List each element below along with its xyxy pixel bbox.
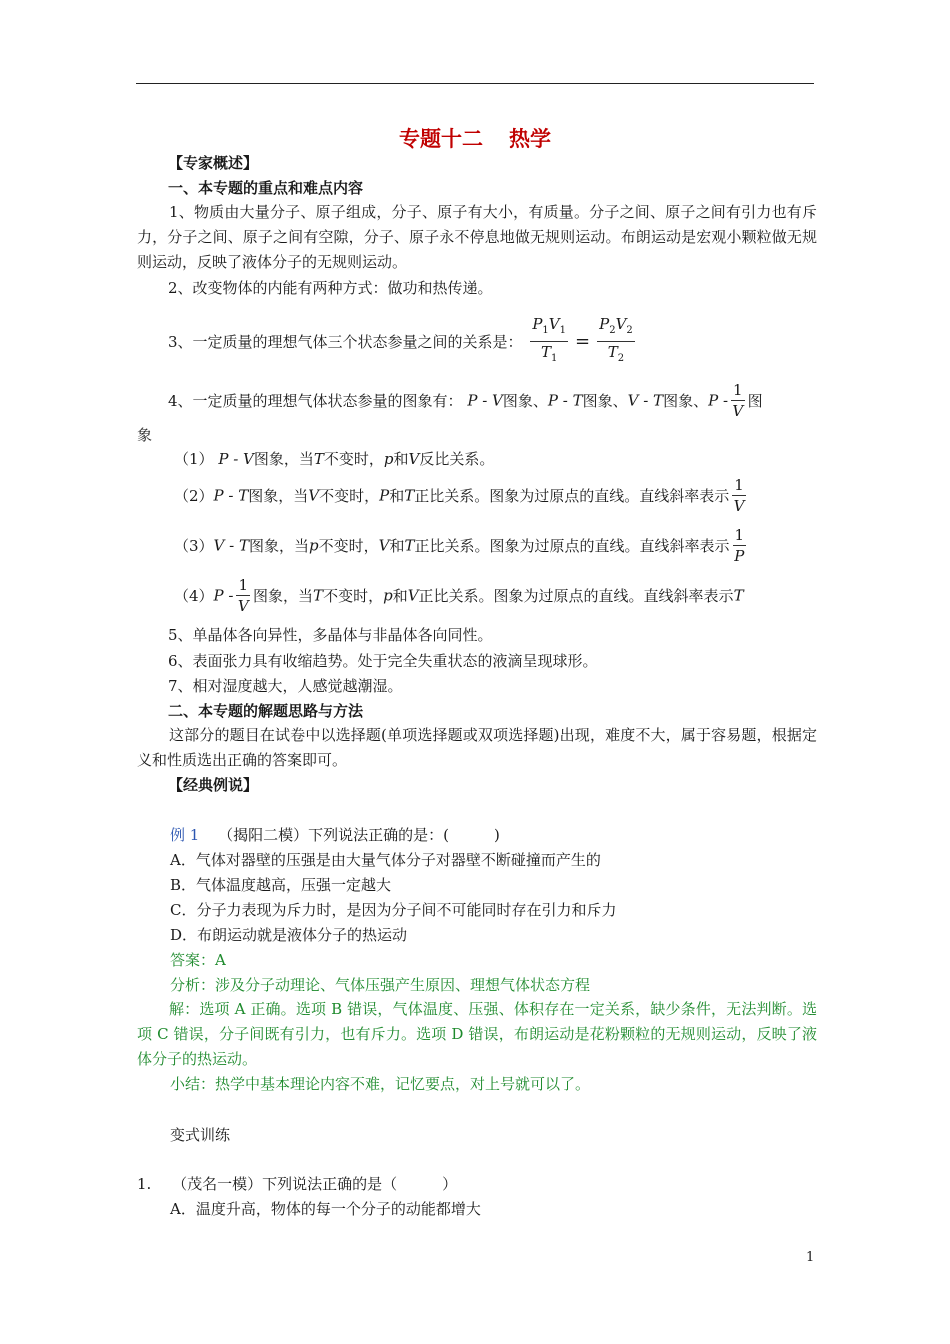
eq-sub: 2 [609,325,616,336]
p4-sep: 、 [532,392,548,410]
paragraph-6: 6、表面张力具有收缩趋势。处于完全失重状态的液滴呈现球形。 [168,652,598,670]
heading-key-points: 一、本专题的重点和难点内容 [168,179,364,197]
equals-sign: = [575,331,591,352]
heading-methods: 二、本专题的解题思路与方法 [168,702,364,720]
title-sub: 热学 [509,127,551,151]
s4-rest1: 不变时， [323,587,384,605]
paragraph-4 [168,380,763,421]
paragraph-4-wrap: 象 [137,426,153,444]
example-stem: （揭阳二模）下列说法正确的是：( ) [218,826,500,844]
page-number: 1 [806,1250,815,1265]
paragraph-1: 1、物质由大量分子、原子组成，分子、原子有大小，有质量。分子之间、原子之间有引力也有斥力，分子之间、原子之间有空隙，分子、原子永不停息地做无规则运动。布朗运动是宏观小颗粒做无规则运动，反映了液体分子的无规则运动。 [137,203,817,271]
sub-item-3 [174,525,749,566]
s3-v: V [378,536,390,555]
header-rule [136,83,814,84]
s1-graph: P - V [218,450,254,468]
frac-num: 1 [238,576,249,594]
s4-p: p [383,586,393,605]
eq-sub: 1 [559,325,567,336]
sub-item-1 [174,448,494,469]
answer: 答案：A [170,951,226,969]
p4-tail: 图 [747,392,763,410]
eq-sub: 1 [542,325,549,336]
frac-den: V [237,597,249,615]
s4-he: 和 [392,587,408,605]
s1-p: p [383,450,394,468]
s3-p: p [309,536,319,555]
fraction-1-over-v [731,380,745,421]
s4-end: T [733,586,744,605]
frac-den: V [732,402,744,420]
question-1-option-a: A．温度升高，物体的每一个分子的动能都增大 [170,1200,481,1218]
paragraph-2: 2、改变物体的内能有两种方式：做功和热传递。 [168,279,493,297]
option-c: C．分子力表现为斥力时，是因为分子间不可能同时存在引力和斥力 [170,901,617,919]
p3-text: 3、一定质量的理想气体三个状态参量之间的关系是： [168,333,523,351]
p4-graph-p-inv-v: P - [708,391,729,410]
question-stem: （茂名一模）下列说法正确的是（ ） [172,1175,458,1193]
frac-num: 1 [733,381,743,399]
title-main: 专题十二 [399,127,483,151]
eq-t2: T [607,343,618,361]
sub-item-2 [174,475,749,516]
frac-den: V [733,497,745,515]
eq-p1: P [532,315,543,333]
question-1 [137,1173,457,1194]
eq-sub: 2 [617,353,625,364]
s2-v: V [308,486,320,505]
section-expert-heading: 【专家概述】 [168,154,259,172]
equation-rhs [597,314,635,369]
s1-he: 和 [393,450,409,468]
s1-lead: （1） [174,450,214,468]
s2-p: P [379,486,390,505]
p4-lead: 4、一定质量的理想气体状态参量的图象有： [168,392,463,410]
eq-sub: 2 [626,325,633,336]
s4-lead: （4） [174,587,214,605]
s3-he: 和 [389,537,405,555]
p4-graph-pv: P - V [467,391,503,410]
frac-num: 1 [734,476,744,494]
fraction-1-over-v [732,475,746,516]
solution: 解：选项 A 正确。选项 B 错误，气体温度、压强、体积存在一定关系，缺少条件，无法判断。选项 C 错误，分子间既有引力，也有斥力。选项 D 错误，布朗运动是花粉颗粒的无规则运动，反映了液体分子的热运动。 [137,1000,817,1068]
eq-sub: 1 [550,353,558,364]
s3-mid: 图象，当 [249,537,310,555]
s2-t: T [404,486,415,505]
s2-mid: 图象，当 [248,487,309,505]
s1-mid: 图象，当 [253,450,314,468]
paragraph-5: 5、单晶体各向异性，多晶体与非晶体各向同性。 [168,626,493,644]
s3-rest1: 不变时， [318,537,379,555]
p4-word: 图象 [663,392,694,410]
eq-v1: V [548,315,560,333]
paragraph-8: 这部分的题目在试卷中以选择题(单项选择题或双项选择题)出现，难度不大，属于容易题，根据定义和性质选出正确的答案即可。 [137,726,817,769]
s3-rest2: 正比关系。图象为过原点的直线。直线斜率表示 [414,537,730,555]
frac-num: 1 [734,526,745,544]
option-d: D．布朗运动就是液体分子的热运动 [170,926,408,944]
s4-graph: P - [213,586,234,605]
s1-t: T [313,450,324,468]
s1-rest2: 反比关系。 [419,450,495,468]
option-b: B．气体温度越高，压强一定越大 [170,876,392,894]
summary: 小结：热学中基本理论内容不难，记忆要点，对上号就可以了。 [170,1075,591,1093]
s3-graph: V - T [213,536,249,555]
s3-lead: （3） [174,537,214,555]
frac-den: P [734,547,745,565]
s2-lead: （2） [174,487,214,505]
paragraph-7: 7、相对湿度越大，人感觉越潮湿。 [168,677,403,695]
p4-word: 图象 [582,392,613,410]
option-a: A．气体对器壁的压强是由大量气体分子对器壁不断碰撞而产生的 [170,851,601,869]
s2-he: 和 [389,487,405,505]
eq-p2: P [599,315,610,333]
page-title [0,123,950,153]
eq-t1: T [540,343,551,361]
section-example-heading: 【经典例说】 [168,776,259,794]
example-question [170,824,500,845]
variant-heading: 变式训练 [170,1126,231,1144]
s1-v: V [408,450,420,468]
example-label: 例 1 [170,826,200,844]
s4-mid: 图象，当 [253,587,314,605]
p4-word: 图象 [502,392,533,410]
s1-rest1: 不变时， [323,450,384,468]
equation-lhs [530,314,568,369]
p4-graph-vt: V - T [627,391,664,410]
fraction-1-over-v [236,575,250,616]
analysis: 分析：涉及分子动理论、气体压强产生原因、理想气体状态方程 [170,976,591,994]
s2-graph: P - T [213,486,249,505]
s4-v: V [407,586,419,605]
s4-rest2: 正比关系。图象为过原点的直线。直线斜率表示 [418,587,734,605]
sub-item-4 [174,575,744,616]
p4-sep: 、 [612,392,628,410]
fraction-1-over-p [733,525,747,566]
s4-t: T [313,586,324,605]
p4-graph-pt: P - T [547,391,583,410]
p4-sep: 、 [693,392,709,410]
eq-v2: V [615,315,627,333]
paragraph-3 [168,314,638,369]
s2-rest2: 正比关系。图象为过原点的直线。直线斜率表示 [414,487,730,505]
question-number: 1. [137,1175,152,1193]
s3-t: T [404,536,415,555]
s2-rest1: 不变时， [319,487,380,505]
